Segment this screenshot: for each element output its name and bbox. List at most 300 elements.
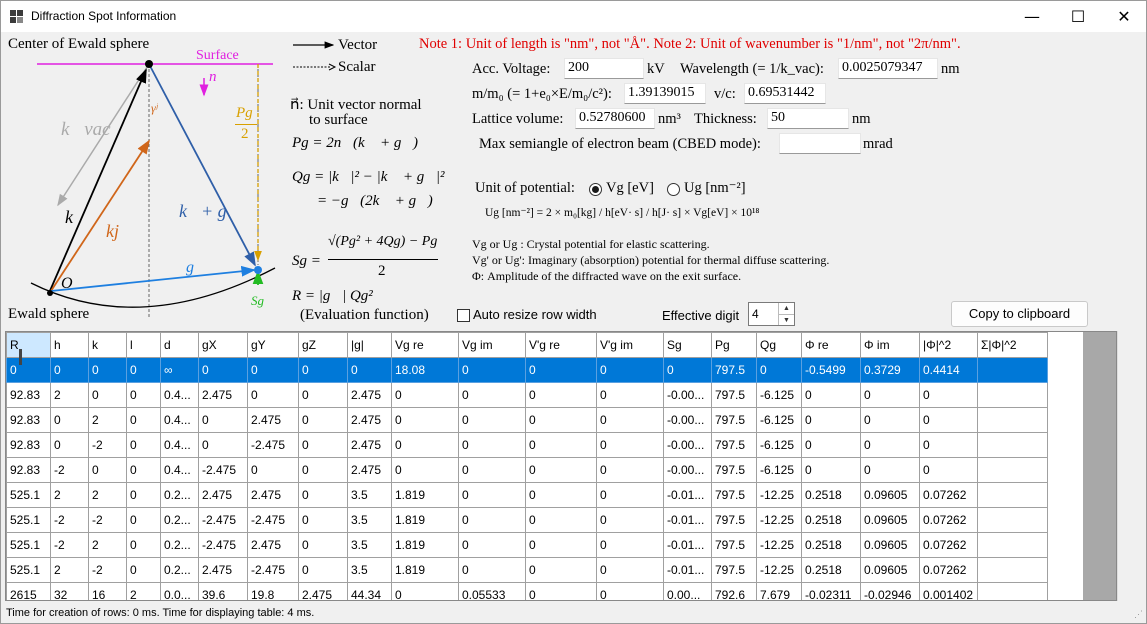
table-cell[interactable]: 0 — [526, 483, 597, 508]
table-cell[interactable]: 0 — [392, 458, 459, 483]
thickness-unit: nm — [852, 111, 871, 127]
table-cell[interactable]: 0 — [526, 383, 597, 408]
table-cell[interactable]: 0 — [597, 483, 664, 508]
table-cell[interactable]: 3.5 — [348, 483, 392, 508]
column-header[interactable]: Pg — [712, 333, 757, 358]
table-cell[interactable]: 0 — [299, 508, 348, 533]
table-cell[interactable]: 0 — [127, 408, 161, 433]
table-cell[interactable]: 0.07262 — [920, 483, 978, 508]
maximize-button[interactable]: ☐ — [1070, 7, 1086, 26]
table-cell[interactable]: 0 — [392, 433, 459, 458]
spin-down-icon[interactable]: ▼ — [778, 314, 794, 325]
table-cell[interactable]: 0 — [127, 458, 161, 483]
table-cell[interactable]: -2.475 — [199, 508, 248, 533]
table-cell[interactable]: 0.00... — [664, 583, 712, 602]
table-cell[interactable]: 0 — [51, 358, 89, 383]
table-cell[interactable]: 0.2... — [161, 558, 199, 583]
spin-up-icon[interactable]: ▲ — [778, 303, 794, 314]
column-header[interactable]: gZ — [299, 333, 348, 358]
table-cell[interactable]: -6.125 — [757, 433, 802, 458]
table-cell[interactable]: 0 — [299, 533, 348, 558]
ug-radio-label[interactable]: Ug [nm⁻²] — [684, 180, 746, 196]
legend-scalar: Scalar — [338, 59, 376, 75]
wavelength-unit: nm — [941, 61, 960, 77]
table-cell[interactable]: 0 — [299, 558, 348, 583]
table-cell[interactable]: 1.819 — [392, 483, 459, 508]
table-cell[interactable]: 0.2518 — [802, 533, 861, 558]
table-cell[interactable]: 2 — [127, 583, 161, 602]
table-cell[interactable]: 0 — [526, 458, 597, 483]
table-cell[interactable]: 2 — [89, 483, 127, 508]
title-bar — [1, 1, 1146, 32]
table-cell[interactable]: 0 — [526, 408, 597, 433]
table-cell[interactable]: 1.819 — [392, 508, 459, 533]
table-cell[interactable]: 2 — [89, 408, 127, 433]
table-cell[interactable] — [978, 583, 1048, 602]
table-cell[interactable]: -0.00... — [664, 433, 712, 458]
auto-resize-label[interactable]: Auto resize row width — [473, 307, 597, 322]
table-row[interactable] — [7, 533, 1048, 558]
table-cell[interactable]: 797.5 — [712, 483, 757, 508]
table-cell[interactable]: 797.5 — [712, 458, 757, 483]
effective-digit-label: Effective digit — [662, 308, 740, 323]
table-cell[interactable]: 0 — [861, 458, 920, 483]
table-cell[interactable]: 0 — [459, 558, 526, 583]
table-cell[interactable]: 18.08 — [392, 358, 459, 383]
table-cell[interactable]: 1.819 — [392, 558, 459, 583]
table-cell[interactable]: 0 — [127, 433, 161, 458]
table-cell[interactable]: 0 — [248, 383, 299, 408]
table-cell[interactable]: 797.5 — [712, 358, 757, 383]
table-cell[interactable]: 797.5 — [712, 558, 757, 583]
column-header[interactable]: Qg — [757, 333, 802, 358]
table-cell[interactable] — [978, 383, 1048, 408]
pg-half-numerator: Pg — [236, 105, 253, 121]
table-cell[interactable]: -2 — [89, 508, 127, 533]
table-cell[interactable]: 0 — [392, 383, 459, 408]
table-cell[interactable]: 0 — [757, 358, 802, 383]
table-cell[interactable]: 0 — [459, 358, 526, 383]
table-cell[interactable]: 0 — [459, 408, 526, 433]
table-cell[interactable]: 797.5 — [712, 533, 757, 558]
table-cell[interactable]: 1.819 — [392, 533, 459, 558]
table-cell[interactable]: -6.125 — [757, 408, 802, 433]
table-cell[interactable]: 2615 — [7, 583, 51, 602]
table-cell[interactable]: 0.2... — [161, 508, 199, 533]
table-cell[interactable]: 0 — [299, 358, 348, 383]
table-cell[interactable]: 0 — [199, 433, 248, 458]
table-row[interactable] — [7, 433, 1048, 458]
table-cell[interactable]: 792.6 — [712, 583, 757, 602]
table-cell[interactable]: 0 — [459, 508, 526, 533]
center-label: Center of Ewald sphere — [8, 36, 150, 52]
table-cell[interactable]: 525.1 — [7, 533, 51, 558]
table-cell[interactable]: -0.00... — [664, 408, 712, 433]
table-cell[interactable]: -2 — [51, 508, 89, 533]
table-cell[interactable]: 0.07262 — [920, 558, 978, 583]
table-cell[interactable]: -0.01... — [664, 508, 712, 533]
table-header-row — [7, 333, 1048, 358]
table-cell[interactable]: 0 — [299, 433, 348, 458]
table-cell[interactable]: 0 — [920, 383, 978, 408]
table-cell[interactable] — [978, 508, 1048, 533]
notes-text: Note 1: Unit of length is "nm", not "Å". Note 2: Unit of wavenumber is "1/nm", not "2π/nm". — [419, 36, 961, 52]
table-cell[interactable]: 0.2518 — [802, 508, 861, 533]
table-cell[interactable]: 0.4... — [161, 383, 199, 408]
table-cell[interactable]: 0 — [920, 408, 978, 433]
table-cell[interactable]: 0 — [597, 508, 664, 533]
table-cell[interactable]: 0 — [597, 458, 664, 483]
table-cell[interactable]: -0.01... — [664, 533, 712, 558]
wavelength-field[interactable]: 0.0025079347 — [838, 58, 938, 79]
pg-formula: Pg = 2n⃗(k⃗ + g⃗) — [292, 135, 419, 151]
table-cell[interactable]: 3.5 — [348, 558, 392, 583]
ewald-center-dot — [145, 60, 153, 68]
reciprocal-point-dot — [254, 266, 262, 274]
table-cell[interactable]: 0 — [459, 383, 526, 408]
table-cell[interactable]: 2.475 — [199, 383, 248, 408]
table-cell[interactable]: 0 — [597, 433, 664, 458]
k-label: k⃗ — [65, 207, 87, 227]
vg-radio[interactable] — [589, 183, 602, 196]
table-cell[interactable]: -2.475 — [199, 458, 248, 483]
g-label: g⃗ — [186, 259, 207, 276]
acc-voltage-label: Acc. Voltage: — [472, 61, 551, 77]
ug-radio[interactable] — [667, 183, 680, 196]
table-cell[interactable]: 0 — [526, 533, 597, 558]
table-scrollbar[interactable] — [1117, 331, 1145, 601]
legend-vector: Vector — [338, 37, 378, 53]
table-cell[interactable]: -2.475 — [248, 508, 299, 533]
column-header[interactable]: |g| — [348, 333, 392, 358]
table-cell[interactable] — [978, 433, 1048, 458]
table-cell[interactable]: -12.25 — [757, 558, 802, 583]
table-cell[interactable]: 0 — [597, 383, 664, 408]
table-cell[interactable]: 0 — [127, 508, 161, 533]
table-cell[interactable]: 2.475 — [299, 583, 348, 602]
semiangle-unit: mrad — [863, 136, 893, 152]
table-cell[interactable]: 2.475 — [348, 433, 392, 458]
table-cell[interactable]: 0 — [392, 408, 459, 433]
table-cell[interactable]: 0 — [199, 358, 248, 383]
table-cell[interactable]: 19.8 — [248, 583, 299, 602]
pg-half-fraction-bar — [235, 124, 257, 125]
kg-arrow — [149, 64, 255, 265]
table-cell[interactable]: 0 — [248, 458, 299, 483]
table-cell[interactable]: 0 — [127, 558, 161, 583]
table-cell[interactable]: 2.475 — [248, 533, 299, 558]
table-cell[interactable]: 0.2... — [161, 483, 199, 508]
table-cell[interactable] — [978, 458, 1048, 483]
table-cell[interactable]: 0 — [199, 408, 248, 433]
table-cell[interactable]: -2.475 — [199, 533, 248, 558]
table-cell[interactable]: 0.05533 — [459, 583, 526, 602]
column-header[interactable]: Vg re — [392, 333, 459, 358]
table-cell[interactable]: 0 — [459, 433, 526, 458]
table-cell[interactable] — [978, 533, 1048, 558]
scrollbar-thumb[interactable] — [19, 349, 22, 365]
table-cell[interactable]: 92.83 — [7, 383, 51, 408]
effective-digit-spinner[interactable] — [748, 302, 795, 326]
column-header[interactable]: Vg im — [459, 333, 526, 358]
table-cell[interactable]: 0 — [861, 433, 920, 458]
table-cell[interactable]: 525.1 — [7, 508, 51, 533]
mass-ratio-label: m/m₀ (= 1+e₀×E/m₀/c²): — [472, 86, 612, 102]
table-cell[interactable]: 92.83 — [7, 433, 51, 458]
vg-radio-label[interactable]: Vg [eV] — [606, 180, 654, 196]
table-cell[interactable]: 2.475 — [199, 558, 248, 583]
column-header[interactable]: Σ|Φ|^2 — [978, 333, 1048, 358]
kg-label: k⃗+ g⃗ — [179, 201, 241, 221]
thickness-label: Thickness: — [694, 111, 757, 127]
table-cell[interactable]: 0 — [299, 408, 348, 433]
table-cell[interactable]: -2 — [89, 433, 127, 458]
table-cell[interactable]: 0.4414 — [920, 358, 978, 383]
table-cell[interactable]: 0 — [459, 483, 526, 508]
table-cell[interactable]: -0.02311 — [802, 583, 861, 602]
table-cell[interactable]: 2.475 — [199, 483, 248, 508]
table-cell[interactable]: -0.01... — [664, 558, 712, 583]
table-cell[interactable]: 0 — [459, 533, 526, 558]
copy-clipboard-button[interactable]: Copy to clipboard — [951, 301, 1088, 327]
column-header[interactable]: Φ im — [861, 333, 920, 358]
table-cell[interactable]: 0 — [597, 408, 664, 433]
qg-formula-2: = −g⃗(2k⃗ + g⃗) — [317, 193, 433, 209]
column-header[interactable]: Sg — [664, 333, 712, 358]
table-cell[interactable]: 0.0... — [161, 583, 199, 602]
table-cell[interactable]: 0 — [89, 458, 127, 483]
table-cell[interactable]: 0 — [299, 483, 348, 508]
table-cell[interactable]: -12.25 — [757, 508, 802, 533]
table-cell[interactable]: 797.5 — [712, 508, 757, 533]
column-header[interactable]: gX — [199, 333, 248, 358]
table-cell[interactable]: 0 — [459, 458, 526, 483]
table-cell[interactable]: 0 — [51, 408, 89, 433]
n-description-2: to surface — [309, 112, 368, 128]
wavelength-label: Wavelength (= 1/k_vac): — [680, 61, 824, 77]
table-cell[interactable]: -6.125 — [757, 383, 802, 408]
table-cell[interactable]: 0 — [127, 533, 161, 558]
n-label: n⃗ — [209, 69, 229, 85]
legend-arrows — [291, 39, 341, 75]
resize-grip-icon[interactable]: ⋰ — [1134, 609, 1143, 619]
table-cell[interactable]: -2.475 — [248, 433, 299, 458]
table-cell[interactable]: -12.25 — [757, 483, 802, 508]
table-cell[interactable]: -0.01... — [664, 483, 712, 508]
table-cell[interactable]: 0 — [127, 383, 161, 408]
table-cell[interactable]: 0 — [526, 508, 597, 533]
table-cell[interactable]: 0 — [802, 383, 861, 408]
lattice-volume-unit: nm³ — [658, 111, 681, 127]
close-button[interactable]: ✕ — [1117, 7, 1131, 26]
table-cell[interactable]: 0 — [802, 408, 861, 433]
table-cell[interactable]: 0 — [597, 358, 664, 383]
table-cell[interactable]: 0.07262 — [920, 533, 978, 558]
table-cell[interactable]: 0 — [861, 383, 920, 408]
table-cell[interactable]: 0 — [526, 583, 597, 602]
mass-ratio-field[interactable]: 1.39139015 — [624, 83, 706, 104]
table-cell[interactable]: 0 — [299, 458, 348, 483]
ewald-sphere-label: Ewald sphere — [8, 306, 90, 322]
column-header[interactable]: h — [51, 333, 89, 358]
evaluation-label: (Evaluation function) — [300, 307, 429, 323]
table-cell[interactable]: 2 — [51, 558, 89, 583]
lattice-volume-field[interactable]: 0.52780600 — [575, 108, 655, 129]
table-cell[interactable]: 2.475 — [248, 408, 299, 433]
auto-resize-checkbox[interactable] — [457, 309, 470, 322]
table-cell[interactable]: 2.475 — [348, 383, 392, 408]
table-cell[interactable]: 0.4... — [161, 458, 199, 483]
table-cell[interactable]: 0.4... — [161, 433, 199, 458]
table-cell[interactable]: 0.4... — [161, 408, 199, 433]
table-cell[interactable]: 92.83 — [7, 408, 51, 433]
table-cell[interactable]: 0.09605 — [861, 508, 920, 533]
table-cell[interactable]: 0 — [597, 533, 664, 558]
vc-field[interactable]: 0.69531442 — [744, 83, 826, 104]
column-header[interactable]: l — [127, 333, 161, 358]
table-cell[interactable]: 0.09605 — [861, 558, 920, 583]
table-cell[interactable]: -0.02946 — [861, 583, 920, 602]
table-cell[interactable]: 0 — [248, 358, 299, 383]
table-cell[interactable] — [978, 483, 1048, 508]
kvac-label: k⃗vac — [61, 119, 111, 140]
table-cell[interactable]: 0.001402 — [920, 583, 978, 602]
table-row[interactable] — [7, 583, 1048, 602]
column-header[interactable]: gY — [248, 333, 299, 358]
status-text: Time for creation of rows: 0 ms. Time for displaying table: 4 ms. — [6, 607, 315, 619]
table-cell[interactable]: 797.5 — [712, 408, 757, 433]
table-cell[interactable]: 7.679 — [757, 583, 802, 602]
sg-fraction-bar — [328, 259, 438, 260]
table-cell[interactable] — [978, 558, 1048, 583]
table-cell[interactable]: 0.2518 — [802, 483, 861, 508]
table-cell[interactable]: 0 — [920, 458, 978, 483]
table-cell[interactable]: 0.3729 — [861, 358, 920, 383]
phi-description: Φ: Amplitude of the diffracted wave on the exit surface. — [472, 269, 742, 283]
sg-formula-lhs: Sg = — [292, 253, 321, 269]
table-cell[interactable]: 0.2518 — [802, 558, 861, 583]
table-row[interactable] — [7, 483, 1048, 508]
table-cell[interactable]: -0.5499 — [802, 358, 861, 383]
table-cell[interactable]: 2 — [89, 533, 127, 558]
table-cell[interactable]: 0.09605 — [861, 483, 920, 508]
table-cell[interactable]: 0 — [299, 383, 348, 408]
table-cell[interactable]: 2 — [51, 383, 89, 408]
table-cell[interactable]: 0 — [127, 358, 161, 383]
table-row[interactable] — [7, 408, 1048, 433]
table-cell[interactable] — [978, 408, 1048, 433]
column-header[interactable]: k — [89, 333, 127, 358]
table-cell[interactable]: 0.09605 — [861, 533, 920, 558]
table-cell[interactable]: 32 — [51, 583, 89, 602]
minimize-button[interactable]: — — [1024, 7, 1040, 26]
table-cell[interactable]: 0 — [89, 383, 127, 408]
table-cell[interactable]: 0 — [392, 583, 459, 602]
column-header[interactable]: V'g re — [526, 333, 597, 358]
acc-voltage-field[interactable]: 200 — [564, 58, 644, 79]
table-cell[interactable]: -2 — [51, 458, 89, 483]
table-row[interactable] — [7, 458, 1048, 483]
sg-formula-denominator: 2 — [378, 263, 386, 279]
sg-label: Sg — [251, 293, 264, 308]
table-cell[interactable]: 0 — [526, 433, 597, 458]
vc-label: v/c: — [714, 86, 736, 102]
table-empty-area — [1083, 332, 1117, 601]
table-cell[interactable]: ∞ — [161, 358, 199, 383]
table-cell[interactable]: 2.475 — [248, 483, 299, 508]
table-cell[interactable]: 0 — [597, 583, 664, 602]
column-header[interactable]: R — [7, 333, 51, 358]
spot-table[interactable] — [5, 331, 1117, 601]
table-cell[interactable]: 0.2... — [161, 533, 199, 558]
semiangle-field[interactable] — [779, 133, 861, 154]
thickness-field[interactable]: 50 — [767, 108, 849, 129]
table-cell[interactable]: 2.475 — [348, 408, 392, 433]
table-cell[interactable]: 16 — [89, 583, 127, 602]
table-cell[interactable]: 2 — [51, 483, 89, 508]
table-cell[interactable]: 0 — [7, 358, 51, 383]
table-cell[interactable]: -0.00... — [664, 383, 712, 408]
table-cell[interactable]: -0.00... — [664, 458, 712, 483]
table-cell[interactable]: 0 — [861, 408, 920, 433]
table-cell[interactable]: 797.5 — [712, 433, 757, 458]
column-header[interactable]: d — [161, 333, 199, 358]
table-cell[interactable]: -2.475 — [248, 558, 299, 583]
column-header[interactable]: |Φ|^2 — [920, 333, 978, 358]
table-row[interactable] — [7, 508, 1048, 533]
table-cell[interactable]: 0 — [526, 558, 597, 583]
r-formula: R = |g⃗| Qg² — [292, 288, 373, 304]
semiangle-label: Max semiangle of electron beam (CBED mode): — [479, 136, 761, 152]
table-cell[interactable] — [978, 358, 1048, 383]
column-header[interactable]: Φ re — [802, 333, 861, 358]
table-cell[interactable]: -12.25 — [757, 533, 802, 558]
table-cell[interactable]: 3.5 — [348, 533, 392, 558]
potential-unit-label: Unit of potential: — [475, 180, 575, 196]
table-row[interactable] — [7, 358, 1048, 383]
table-row[interactable] — [7, 383, 1048, 408]
table-cell[interactable]: 92.83 — [7, 458, 51, 483]
table-cell[interactable]: 797.5 — [712, 383, 757, 408]
table-cell[interactable]: 44.34 — [348, 583, 392, 602]
table-cell[interactable]: -2 — [51, 533, 89, 558]
table-row[interactable] — [7, 558, 1048, 583]
table-cell[interactable]: 0 — [802, 458, 861, 483]
table-cell[interactable]: 0 — [597, 558, 664, 583]
table-cell[interactable]: 3.5 — [348, 508, 392, 533]
table-cell[interactable]: 0 — [51, 433, 89, 458]
table-cell[interactable]: 0.07262 — [920, 508, 978, 533]
sg-formula-numerator: √(Pg² + 4Qg) − Pg — [328, 234, 438, 249]
table-cell[interactable]: 0 — [127, 483, 161, 508]
column-header[interactable]: V'g im — [597, 333, 664, 358]
table-cell[interactable]: -6.125 — [757, 458, 802, 483]
table-cell[interactable]: 0 — [89, 358, 127, 383]
table-cell[interactable]: 39.6 — [199, 583, 248, 602]
app-icon — [10, 10, 24, 24]
table-cell[interactable]: 525.1 — [7, 483, 51, 508]
table-cell[interactable]: 0 — [664, 358, 712, 383]
table-cell[interactable]: 0 — [802, 433, 861, 458]
table-cell[interactable]: 0 — [920, 433, 978, 458]
table-cell[interactable]: 2.475 — [348, 458, 392, 483]
table-cell[interactable]: 0 — [526, 358, 597, 383]
table-cell[interactable]: 0 — [348, 358, 392, 383]
table-cell[interactable]: -2 — [89, 558, 127, 583]
table-cell[interactable]: 525.1 — [7, 558, 51, 583]
effective-digit-value[interactable]: 4 — [752, 307, 759, 321]
g-arrow — [51, 270, 254, 291]
